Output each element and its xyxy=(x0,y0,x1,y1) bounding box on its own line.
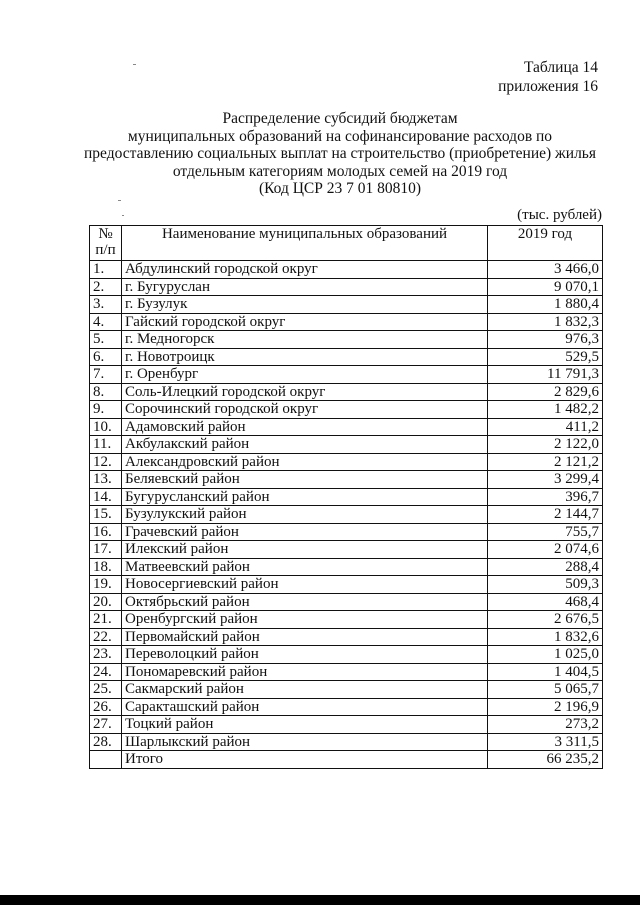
row-amount: 2 676,5 xyxy=(488,611,603,629)
table-row xyxy=(90,681,603,699)
row-number: 4. xyxy=(90,313,122,331)
title-line-4: отдельным категориям молодых семей на 2019 год xyxy=(172,162,508,180)
table-row xyxy=(90,593,603,611)
table-row xyxy=(90,331,603,349)
table-row xyxy=(90,698,603,716)
row-amount: 3 299,4 xyxy=(488,471,603,489)
row-municipality-name: Сорочинский городской округ xyxy=(122,401,488,419)
row-amount: 3 466,0 xyxy=(488,261,603,279)
table-row xyxy=(90,558,603,576)
row-municipality-name: Октябрьский район xyxy=(122,593,488,611)
row-amount: 2 144,7 xyxy=(488,506,603,524)
row-municipality-name: Матвеевский район xyxy=(122,558,488,576)
row-amount: 1 404,5 xyxy=(488,663,603,681)
row-number: 19. xyxy=(90,576,122,594)
table-row xyxy=(90,261,603,279)
row-municipality-name: Шарлыкский район xyxy=(122,733,488,751)
row-amount: 509,3 xyxy=(488,576,603,594)
table-row xyxy=(90,313,603,331)
row-amount: 5 065,7 xyxy=(488,681,603,699)
row-number: 9. xyxy=(90,401,122,419)
row-number: 7. xyxy=(90,366,122,384)
total-value: 66 235,2 xyxy=(488,751,603,769)
row-municipality-name: г. Оренбург xyxy=(122,366,488,384)
table-row xyxy=(90,366,603,384)
table-row xyxy=(90,488,603,506)
table-row xyxy=(90,278,603,296)
row-municipality-name: Первомайский район xyxy=(122,628,488,646)
row-municipality-name: Оренбургский район xyxy=(122,611,488,629)
row-amount: 2 121,2 xyxy=(488,453,603,471)
row-number: 24. xyxy=(90,663,122,681)
row-number: 5. xyxy=(90,331,122,349)
row-amount: 3 311,5 xyxy=(488,733,603,751)
row-amount: 273,2 xyxy=(488,716,603,734)
table-row xyxy=(90,348,603,366)
row-municipality-name: Переволоцкий район xyxy=(122,646,488,664)
total-number-cell xyxy=(90,751,122,769)
table-row xyxy=(90,383,603,401)
title-line-1: Распределение субсидий бюджетам xyxy=(222,110,458,127)
title-line-2: муниципальных образований на софинансирование расходов по xyxy=(127,127,553,145)
row-municipality-name: Адамовский район xyxy=(122,418,488,436)
row-number: 17. xyxy=(90,541,122,559)
row-amount: 1 482,2 xyxy=(488,401,603,419)
row-municipality-name: Новосергиевский район xyxy=(122,576,488,594)
row-amount: 1 025,0 xyxy=(488,646,603,664)
row-municipality-name: Саракташский район xyxy=(122,698,488,716)
row-amount: 288,4 xyxy=(488,558,603,576)
row-municipality-name: Тоцкий район xyxy=(122,716,488,734)
row-number: 27. xyxy=(90,716,122,734)
row-amount: 529,5 xyxy=(488,348,603,366)
row-amount: 396,7 xyxy=(488,488,603,506)
row-municipality-name: г. Медногорск xyxy=(122,331,488,349)
row-number: 16. xyxy=(90,523,122,541)
table-row xyxy=(90,628,603,646)
row-municipality-name: Бугурусланский район xyxy=(122,488,488,506)
row-number: 1. xyxy=(90,261,122,279)
scan-speck xyxy=(122,215,124,216)
title-line-3: предоставлению социальных выплат на строительство (приобретение) жилья xyxy=(84,145,596,162)
row-municipality-name: Александровский район xyxy=(122,453,488,471)
row-amount: 1 880,4 xyxy=(488,296,603,314)
row-municipality-name: Бузулукский район xyxy=(122,506,488,524)
row-municipality-name: г. Новотроицк xyxy=(122,348,488,366)
row-number: 25. xyxy=(90,681,122,699)
row-amount: 2 829,6 xyxy=(488,383,603,401)
table-header-row xyxy=(90,226,603,261)
row-number: 3. xyxy=(90,296,122,314)
row-municipality-name: Илекский район xyxy=(122,541,488,559)
scan-speck xyxy=(133,64,136,65)
header-number xyxy=(90,226,122,261)
row-municipality-name: г. Бузулук xyxy=(122,296,488,314)
table-row xyxy=(90,471,603,489)
row-number: 8. xyxy=(90,383,122,401)
row-amount: 11 791,3 xyxy=(488,366,603,384)
row-amount: 755,7 xyxy=(488,523,603,541)
row-municipality-name: Акбулакский район xyxy=(122,436,488,454)
row-amount: 2 122,0 xyxy=(488,436,603,454)
row-amount: 9 070,1 xyxy=(488,278,603,296)
scan-bottom-border xyxy=(0,895,640,905)
row-number: 18. xyxy=(90,558,122,576)
table-row xyxy=(90,576,603,594)
table-row xyxy=(90,401,603,419)
table-row xyxy=(90,611,603,629)
table-row xyxy=(90,716,603,734)
table-total-row xyxy=(90,751,603,769)
row-number: 14. xyxy=(90,488,122,506)
row-municipality-name: г. Бугуруслан xyxy=(122,278,488,296)
table-row xyxy=(90,506,603,524)
row-amount: 1 832,3 xyxy=(488,313,603,331)
row-municipality-name: Соль-Илецкий городской округ xyxy=(122,383,488,401)
row-amount: 1 832,6 xyxy=(488,628,603,646)
row-number: 23. xyxy=(90,646,122,664)
row-amount: 976,3 xyxy=(488,331,603,349)
row-number: 13. xyxy=(90,471,122,489)
row-number: 6. xyxy=(90,348,122,366)
header-number-text: № п/п xyxy=(95,226,116,258)
row-amount: 2 074,6 xyxy=(488,541,603,559)
row-municipality-name: Гайский городской округ xyxy=(122,313,488,331)
row-number: 28. xyxy=(90,733,122,751)
row-number: 15. xyxy=(90,506,122,524)
table-body xyxy=(90,261,603,751)
row-amount: 2 196,9 xyxy=(488,698,603,716)
row-number: 2. xyxy=(90,278,122,296)
row-municipality-name: Беляевский район xyxy=(122,471,488,489)
header-name: Наименование муниципальных образований xyxy=(122,226,488,261)
row-municipality-name: Грачевский район xyxy=(122,523,488,541)
row-number: 10. xyxy=(90,418,122,436)
row-municipality-name: Сакмарский район xyxy=(122,681,488,699)
table-row xyxy=(90,436,603,454)
table-row xyxy=(90,523,603,541)
table-row xyxy=(90,541,603,559)
appendix-reference: приложения 16 xyxy=(498,78,598,95)
total-label: Итого xyxy=(122,751,488,769)
row-number: 21. xyxy=(90,611,122,629)
table-row xyxy=(90,663,603,681)
row-municipality-name: Абдулинский городской округ xyxy=(122,261,488,279)
row-amount: 468,4 xyxy=(488,593,603,611)
row-number: 11. xyxy=(90,436,122,454)
units-label: (тыс. рублей) xyxy=(517,207,602,223)
table-row xyxy=(90,646,603,664)
title-code: (Код ЦСР 23 7 01 80810) xyxy=(258,180,422,197)
subsidy-table xyxy=(89,225,603,769)
table-row xyxy=(90,296,603,314)
table-row xyxy=(90,453,603,471)
scan-speck xyxy=(118,200,121,201)
header-year: 2019 год xyxy=(488,226,603,261)
table-row xyxy=(90,733,603,751)
row-number: 20. xyxy=(90,593,122,611)
row-municipality-name: Пономаревский район xyxy=(122,663,488,681)
table-reference xyxy=(498,58,598,96)
row-number: 26. xyxy=(90,698,122,716)
row-amount: 411,2 xyxy=(488,418,603,436)
document-title xyxy=(60,110,620,198)
table-number: Таблица 14 xyxy=(523,59,598,76)
row-number: 12. xyxy=(90,453,122,471)
row-number: 22. xyxy=(90,628,122,646)
table-row xyxy=(90,418,603,436)
